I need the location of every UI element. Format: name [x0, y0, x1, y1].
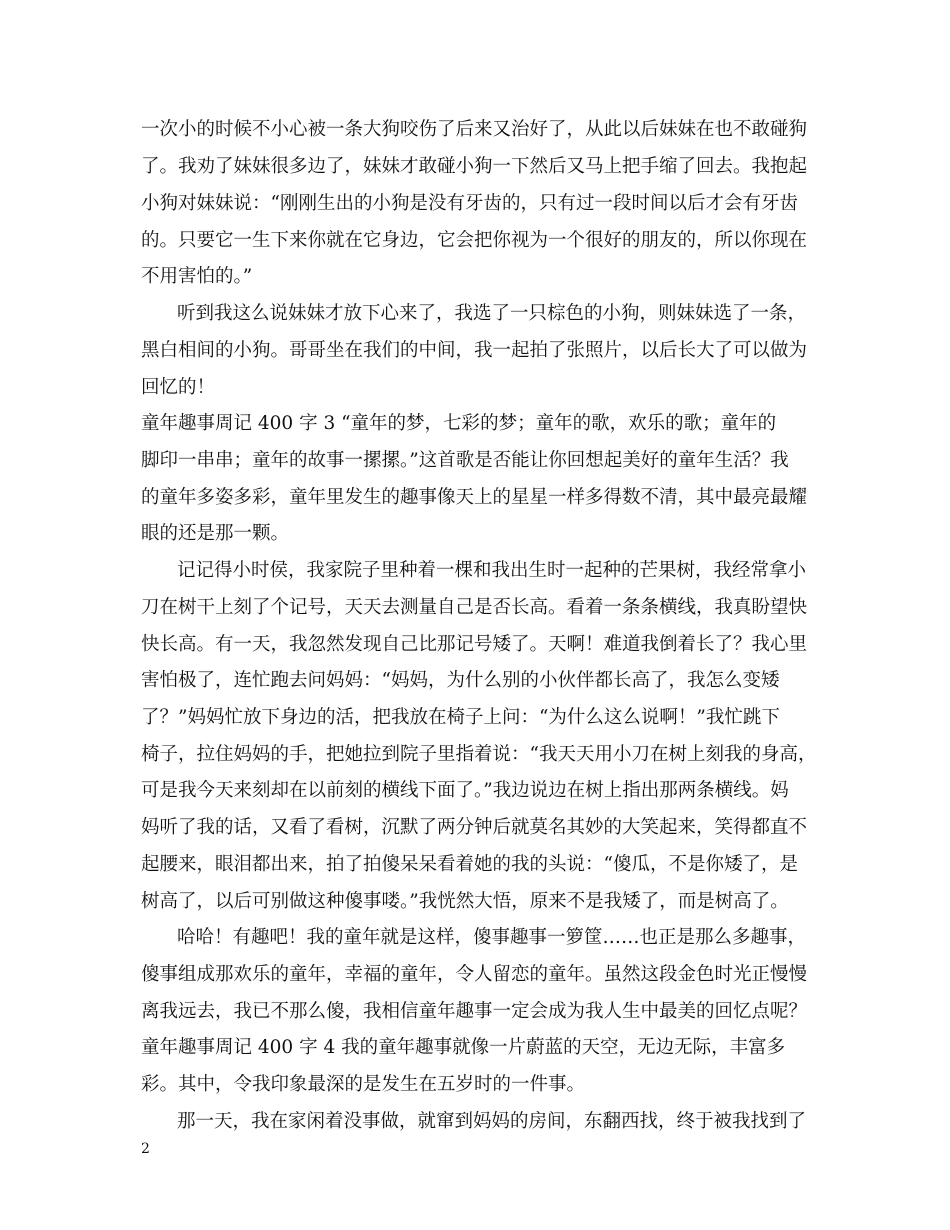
- text-line: 了。我劝了妹妹很多边了，妹妹才敢碰小狗一下然后又马上把手缩了回去。我抱起: [141, 156, 808, 177]
- text-line: 离我远去，我已不那么傻，我相信童年趣事一定会成为我人生中最美的回忆点呢？: [141, 1001, 808, 1022]
- text-line: 黑白相间的小狗。哥哥坐在我们的中间，我一起拍了张照片，以后长大了可以做为: [141, 340, 808, 361]
- paragraph-start-line: 听到我这么说妹妹才放下心来了，我选了一只棕色的小狗，则妹妹选了一条，: [177, 303, 807, 324]
- paragraph-start-line: 哈哈！有趣吧！我的童年就是这样，傻事趣事一箩筐……也正是那么多趣事，: [177, 927, 807, 948]
- text-line: 的童年多姿多彩，童年里发生的趣事像天上的星星一样多得数不清，其中最亮最耀: [141, 487, 808, 508]
- section-heading-line: 童年趣事周记 400 字 3 “童年的梦，七彩的梦；童年的歌，欢乐的歌；童年的: [141, 413, 777, 434]
- text-line: 彩。其中，令我印象最深的是发生在五岁时的一件事。: [141, 1074, 586, 1095]
- text-line: 小狗对妹妹说：“刚刚生出的小狗是没有牙齿的，只有过一段时间以后才会有牙齿: [141, 193, 798, 214]
- text-line: 快长高。有一天，我忽然发现自己比那记号矮了。天啊！难道我倒着长了？我心里: [141, 634, 808, 655]
- text-line: 刀在树干上刻了个记号，天天去测量自己是否长高。看着一条条横线，我真盼望快: [141, 597, 808, 618]
- text-line: 树高了，以后可别做这种傻事喽。”我恍然大悟，原来不是我矮了，而是树高了。: [141, 891, 789, 912]
- paragraph-start-line: 那一天，我在家闲着没事做，就窜到妈妈的房间，东翻西找，终于被我找到了: [177, 1111, 807, 1132]
- text-line: 脚印一串串；童年的故事一摞摞。”这首歌是否能让你回想起美好的童年生活？我: [141, 450, 789, 471]
- text-line: 傻事组成那欢乐的童年，幸福的童年，令人留恋的童年。虽然这段金色时光正慢慢: [141, 964, 808, 985]
- text-line: 眼的还是那一颗。: [141, 523, 290, 544]
- paragraph-start-line: 记记得小时侯，我家院子里种着一棵和我出生时一起种的芒果树，我经常拿小: [177, 560, 807, 581]
- text-line: 可是我今天来刻却在以前刻的横线下面了。”我边说边在树上指出那两条横线。妈: [141, 780, 789, 801]
- text-line: 椅子，拉住妈妈的手，把她拉到院子里指着说：“我天天用小刀在树上刻我的身高，: [141, 744, 817, 765]
- text-line: 回忆的！: [141, 377, 216, 398]
- text-line: 不用害怕的。”: [141, 266, 253, 287]
- text-line: 一次小的时候不小心被一条大狗咬伤了后来又治好了，从此以后妹妹在也不敢碰狗: [141, 119, 808, 140]
- section-heading-line: 童年趣事周记 400 字 4 我的童年趣事就像一片蔚蓝的天空，无边无际，丰富多: [141, 1037, 786, 1058]
- page-number: 2: [141, 1141, 150, 1157]
- text-line: 的。只要它一生下来你就在它身边，它会把你视为一个很好的朋友的，所以你现在: [141, 230, 808, 251]
- text-line: 起腰来，眼泪都出来，拍了拍傻呆呆看着她的我的头说：“傻瓜，不是你矮了，是: [141, 854, 798, 875]
- text-line: 了？”妈妈忙放下身边的活，把我放在椅子上问：“为什么这么说啊！”我忙跳下: [141, 707, 780, 728]
- text-line: 害怕极了，连忙跑去问妈妈：“妈妈，为什么别的小伙伴都长高了，我怎么变矮: [141, 670, 780, 691]
- text-line: 妈听了我的话，又看了看树，沉默了两分钟后就莫名其妙的大笑起来，笑得都直不: [141, 817, 808, 838]
